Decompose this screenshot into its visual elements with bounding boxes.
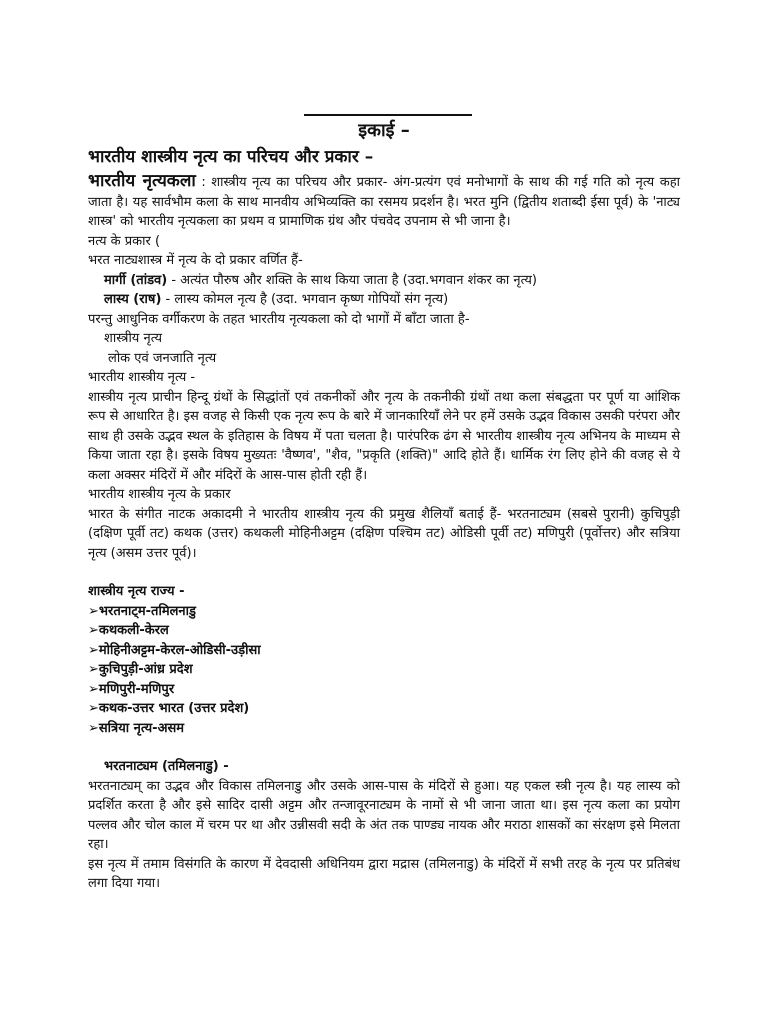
classical-heading: भारतीय शास्त्रीय नृत्य - [88, 370, 196, 385]
margi-text: - अत्यंत पौरुष और शक्ति के साथ किया जाता है (उदा.भगवान शंकर का नृत्य) [167, 272, 537, 288]
lasya-text: - लास्य कोमल नृत्य है (उदा. भगवान कृष्ण गोपियों संग नृत्य) [161, 292, 449, 307]
list-item: ➢सत्रिया नृत्य-असम [88, 720, 185, 736]
states-list [88, 602, 680, 739]
states-heading: शास्त्रीय नृत्य राज्य - [88, 584, 185, 599]
list-item: ➢कुचिपुड़ी-आंध्र प्रदेश [88, 662, 193, 677]
modern-classification-line: परन्तु आधुनिक वर्गीकरण के तहत भारतीय नृत्यकला को दो भागों में बाँटा जाता है- [88, 311, 470, 327]
list-item: ➢कथक-उत्तर भारत (उत्तर प्रदेश) [88, 701, 250, 716]
category-item-folk: लोक एवं जनजाति नृत्य [108, 350, 217, 366]
intro-lead: भारतीय नृत्यकला [88, 171, 196, 191]
list-item: ➢मोहिनीअट्टम-केरल-ओडिसी-उड़ीसा [88, 642, 261, 658]
unit-title: इकाई – [358, 120, 410, 141]
types-heading: नत्य के प्रकार ( [88, 233, 161, 249]
category-item-classical: शास्त्रीय नृत्य [104, 331, 163, 346]
classical-paragraph: शास्त्रीय नृत्य प्राचीन हिन्दू ग्रंथों के सिद्धांतों एवं तकनीकों और नृत्य के तकनीकी ग्रंथों तथा कला संबद्धता पर पूर्ण या आंशिक रूप से आधारित है। इस वजह से किसी एक नृत्य रूप के बारे में जानकारियाँ लेने पर हमें उसके उद्भव विकास उसकी परंपरा और साथ ही उसके उद्भव स्थल के इतिहास के विषय में पता चलता है। पारंपरिक ढंग से भारतीय शास्त्रीय नृत्य अभिनय के माध्यम से किया जाता रहा है। इसके विषय मुख्यतः 'वैष्णव', "शैव, "प्रकृति (शक्ति)" आदि होते हैं। धार्मिक रंग लिए होने की वजह से ये कला अक्सर मंदिरों में और मंदिरों के आस-पास होती रही हैं। [88, 389, 680, 483]
list-item: ➢भरतनाट्म-तमिलनाडु [88, 603, 196, 619]
types-line: भरत नाट्यशास्त्र में नृत्य के दो प्रकार वर्णित हैं- [88, 253, 303, 268]
lasya-label: लास्य (राष) [104, 292, 162, 307]
margi-line [88, 271, 680, 291]
list-item: ➢कथकली-केरल [88, 623, 169, 638]
intro-text: : शास्त्रीय नृत्य का परिचय और प्रकार- अंग-प्रत्यंग एवं मनोभागों के साथ की गई गति को नृत्य कहा जाता है। यह सार्वभौम कला के साथ मानवीय अभिव्यक्ति का रसमय प्रदर्शन है। भरत मुनि (द्वितीय शताब्दी ईसा पूर्व) के 'नाट्य शास्त्र' को भारतीय नृत्यकला का प्रथम व प्रामाणिक ग्रंथ और पंचवेद उपनाम से भी जाना है। [88, 175, 680, 229]
bharatanatyam-paragraph-2: इस नृत्य में तमाम विसंगति के कारण में देवदासी अधिनियम द्वारा मद्रास (तमिलनाडु) के मंदिरों में सभी तरह के नृत्य पर प्रतिबंध लगा दिया गया। [88, 856, 680, 891]
classical-types-heading: भारतीय शास्त्रीय नृत्य के प्रकार [88, 487, 231, 502]
classical-types-paragraph: भारत के संगीत नाटक अकादमी ने भारतीय शास्त्रीय नृत्य की प्रमुख शैलियाँ बताई हैं- भरतनाट्यम (सबसे पुरानी) कुचिपुड़ी (दक्षिण पूर्वी तट) कथक (उत्तर) कथकली मोहिनीअट्टम (दक्षिण पश्चिम तट) ओडिसी पूर्वी तट) मणिपुरी (पूर्वोत्तर) और सत्रिया नृत्य (असम उत्तर पूर्व)। [88, 506, 680, 561]
title-rule [304, 114, 472, 116]
lasya-line [88, 290, 680, 310]
list-item: ➢मणिपुरी-मणिपुर [88, 681, 175, 697]
intro-paragraph [88, 172, 680, 232]
bharatanatyam-heading: भरतनाट्यम (तमिलनाडु) - [104, 759, 229, 774]
document-body [88, 172, 680, 894]
bharatanatyam-paragraph-1: भरतनाट्यम् का उद्भव और विकास तमिलनाडु और उसके आस-पास के मंदिरों से हुआ। यह एकल स्त्री नृत्य है। यह लास्य को प्रदर्शित करता है और इसे सादिर दासी अट्टम और तन्जावूरनाट्यम के नामों से भी जाना जाता था। इस नृत्य कला का प्रयोग पल्लव और चोल काल में चरम पर था और उन्नीसवी सदी के अंत तक पाण्ड्य नायक और मराठा शासकों का संरक्षण इसे मिलता रहा। [88, 778, 680, 852]
main-title: भारतीय शास्त्रीय नृत्य का परिचय और प्रकार – [88, 147, 374, 167]
margi-label: मार्गी (तांडव) [104, 272, 168, 288]
